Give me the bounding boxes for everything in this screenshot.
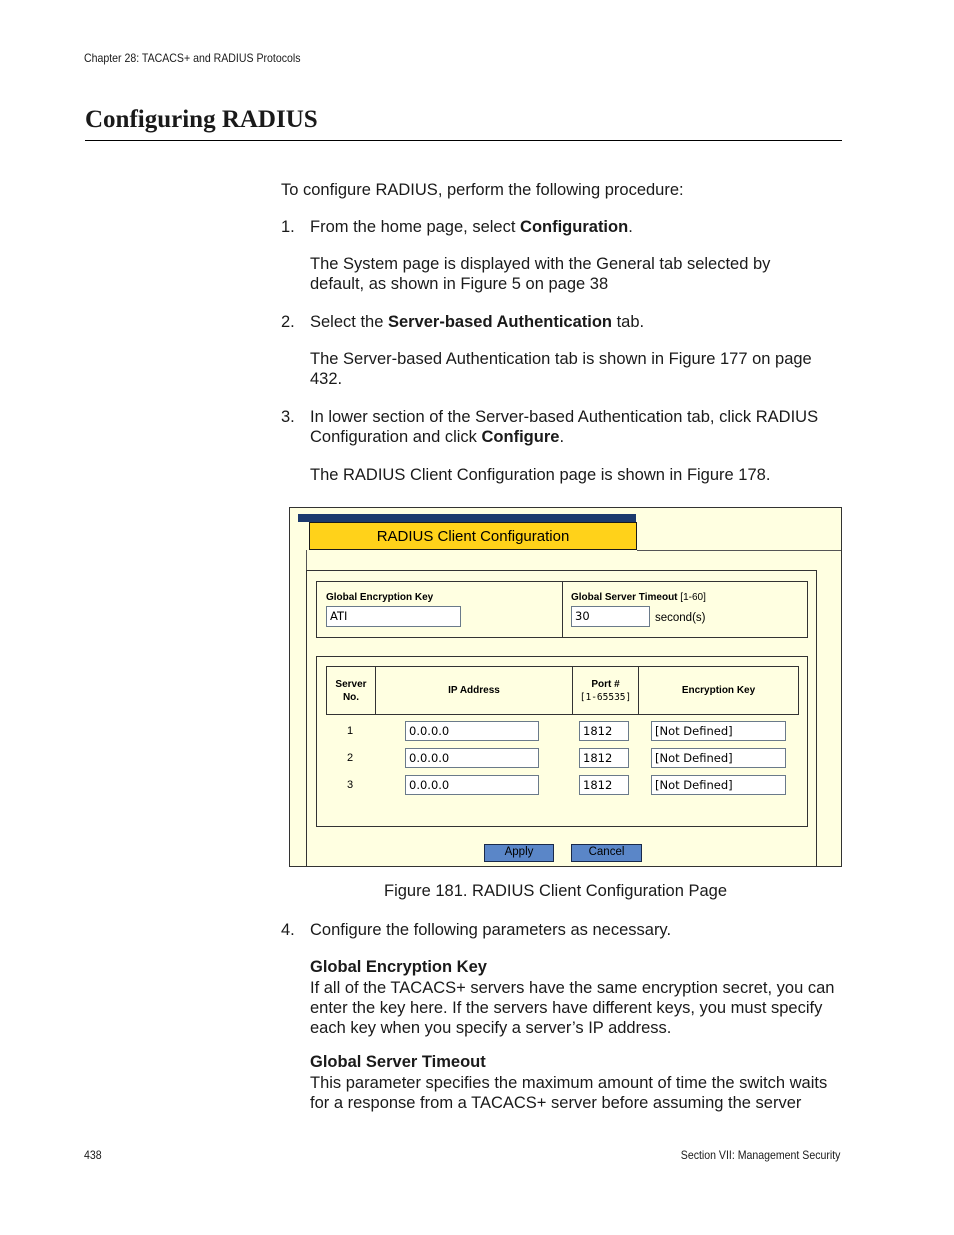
param-name: Global Server Timeout (310, 1053, 486, 1071)
col-server-no: Server No. (335, 678, 367, 703)
timeout-label: Global Server Timeout [1-60] (571, 592, 706, 603)
param-description: This parameter specifies the maximum amount of time the switch waits for a response from a TACACS+ server before assuming the server (310, 1074, 828, 1112)
port-input[interactable]: 1812 (579, 721, 629, 741)
radius-config-figure (289, 507, 842, 867)
port-input[interactable]: 1812 (579, 748, 629, 768)
apply-button[interactable]: Apply (484, 844, 554, 862)
col-ip-address: IP Address (448, 685, 500, 696)
encryption-key-input[interactable]: [Not Defined] (651, 721, 786, 741)
col-encryption-key: Encryption Key (681, 685, 756, 696)
figure-caption: Figure 181. RADIUS Client Configuration Page (384, 882, 728, 900)
step-1-text: From the home page, select Configuration. (310, 218, 633, 236)
ip-address-input[interactable]: 0.0.0.0 (405, 775, 539, 795)
server-table-header (326, 666, 799, 715)
intro-text: To configure RADIUS, perform the following procedure: (281, 181, 684, 199)
server-table-box (316, 656, 808, 827)
global-divider (562, 582, 563, 637)
step-number: 4. (281, 921, 295, 939)
section-title: Configuring RADIUS (85, 106, 318, 133)
step-2-note: The Server-based Authentication tab is shown in Figure 177 on page 432. (310, 350, 812, 388)
step-number: 2. (281, 313, 295, 331)
global-key-label: Global Encryption Key (326, 592, 434, 603)
port-input[interactable]: 1812 (579, 775, 629, 795)
page-number: 438 (84, 1148, 102, 1162)
param-description: If all of the TACACS+ servers have the same encryption secret, you can enter the key here. If the servers have different keys, you must specify each key when you specify a server’s IP address. (310, 979, 835, 1037)
param-name: Global Encryption Key (310, 958, 487, 976)
step-1-note: The System page is displayed with the General tab selected by default, as shown in Figure 5 on page 38 (310, 255, 771, 293)
chapter-header: Chapter 28: TACACS+ and RADIUS Protocols (84, 51, 301, 65)
tab-divider (637, 550, 841, 551)
timeout-input[interactable]: 30 (571, 606, 650, 627)
global-settings-box (316, 581, 808, 638)
tab-bar (298, 514, 636, 522)
step-number: 1. (281, 218, 295, 236)
server-no: 3 (347, 779, 354, 791)
ip-address-input[interactable]: 0.0.0.0 (405, 721, 539, 741)
step-3-text: In lower section of the Server-based Authentication tab, click RADIUS Configuration and click Configure. (310, 408, 819, 446)
server-no: 1 (347, 725, 354, 737)
tab-radius-client-configuration[interactable]: RADIUS Client Configuration (309, 522, 637, 550)
cancel-button[interactable]: Cancel (571, 844, 642, 862)
step-4-text: Configure the following parameters as necessary. (310, 921, 672, 939)
timeout-unit: second(s) (655, 612, 706, 624)
encryption-key-input[interactable]: [Not Defined] (651, 775, 786, 795)
ip-address-input[interactable]: 0.0.0.0 (405, 748, 539, 768)
step-number: 3. (281, 408, 295, 426)
col-port: Port # [1-65535] (579, 678, 632, 703)
step-3-note: The RADIUS Client Configuration page is shown in Figure 178. (310, 466, 771, 484)
config-panel (306, 570, 817, 866)
encryption-key-input[interactable]: [Not Defined] (651, 748, 786, 768)
section-footer: Section VII: Management Security (680, 1148, 840, 1162)
global-key-input[interactable]: ATI (326, 606, 461, 627)
server-no: 2 (347, 752, 354, 764)
title-rule (85, 140, 842, 141)
step-2-text: Select the Server-based Authentication tab. (310, 313, 645, 331)
